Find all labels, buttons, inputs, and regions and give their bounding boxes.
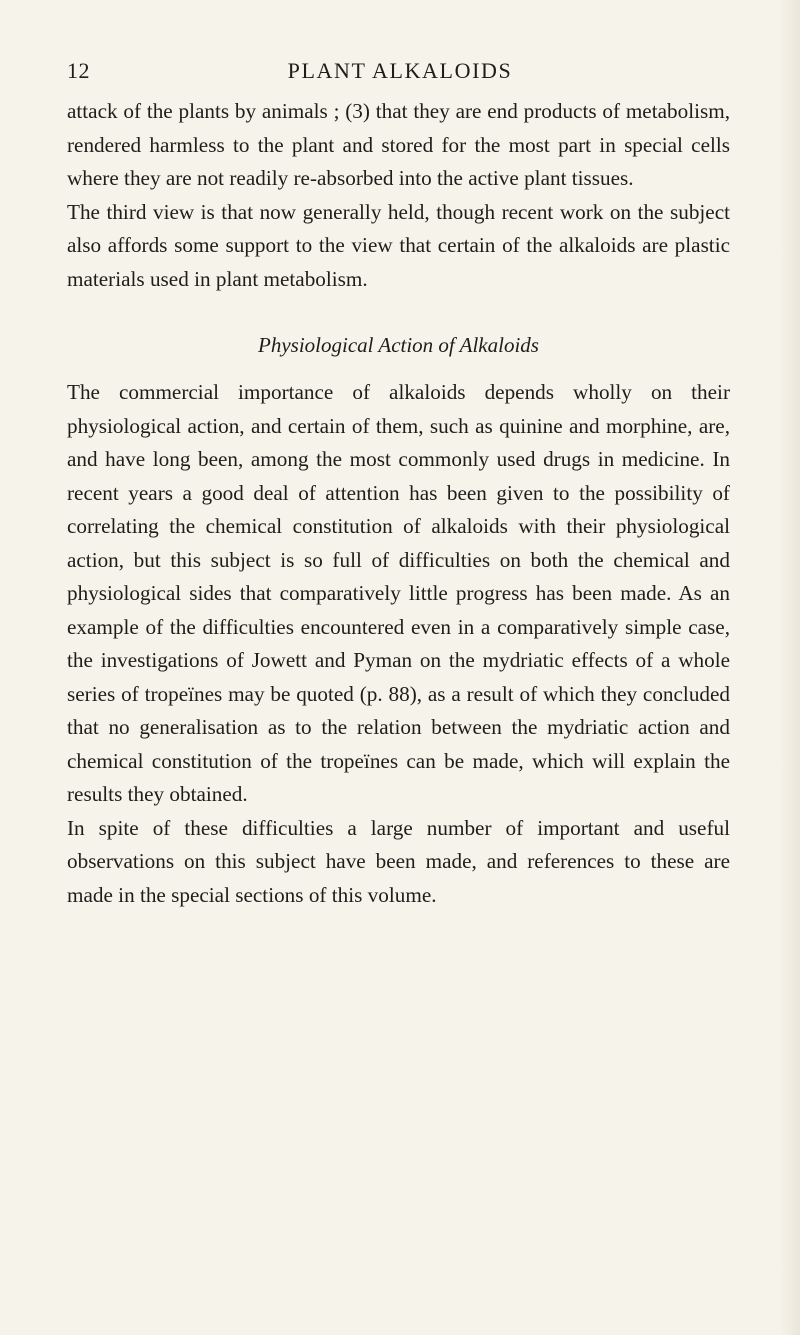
paragraph-third-view: The third view is that now generally held, though recent work on the subject also affords some support to the view that certain of the alkaloids are plastic materials used in plant metabolism. — [67, 199, 730, 291]
paragraph-commercial-importance: The commercial importance of alkaloids depends wholly on their physiological action, and certain of them, such as quinine and morphine, are, and have long been, among the most commonly used drugs in medicine. In recent years a good deal of attention has been given to the possibility of correlating the chemical constitution of alkaloids with their physiological action, but this subject is so full of difficulties on both the chemical and physiological sides that comparatively little progress has been made. As an example of the difficulties encountered even in a comparatively simple case, the investigations of Jowett and Pyman on the mydriatic effects of a whole series of tropeïnes may be quoted (p. 88), as a result of which they concluded that no generalisation as to the relation between the mydriatic action and chemical constitution of the tropeïnes can be made, which will explain the results they obtained. — [67, 380, 730, 806]
page-edge-shadow — [780, 0, 800, 1335]
running-title: PLANT ALKALOIDS — [287, 58, 513, 83]
page-body — [67, 95, 730, 912]
paragraph-continuation: attack of the plants by animals ; (3) that they are end products of metabolism, rendered harmless to the plant and stored for the most part in special cells where they are not readily re-absorbed into the active plant tissues. — [67, 99, 730, 190]
section-heading: Physiological Action of Alkaloids — [258, 333, 539, 357]
page-header — [0, 56, 800, 86]
page-number: 12 — [67, 58, 90, 83]
paragraph-observations: In spite of these difficulties a large number of important and useful observations on this subject have been made, and references to these are made in the special sections of this volume. — [67, 815, 730, 907]
